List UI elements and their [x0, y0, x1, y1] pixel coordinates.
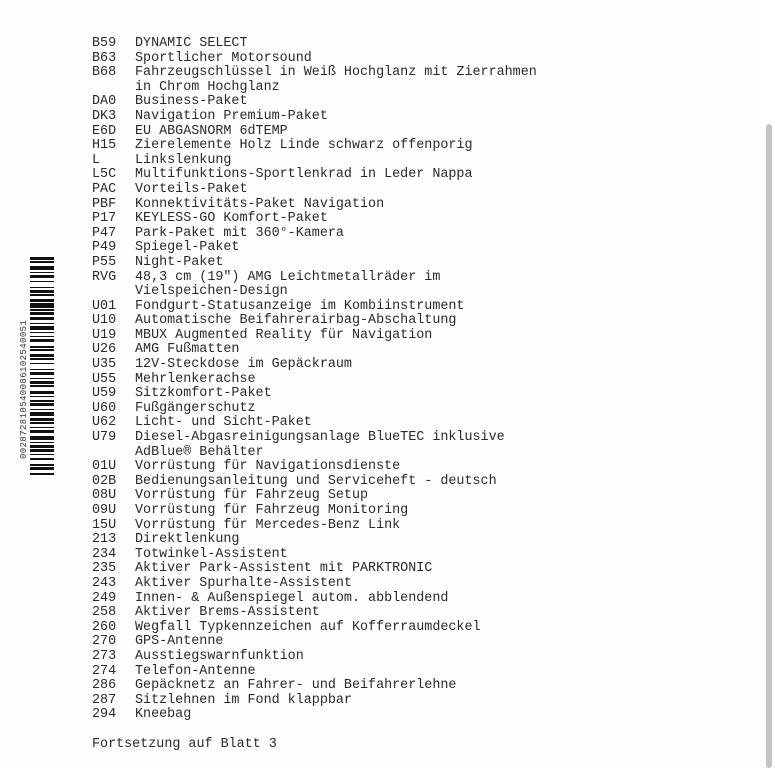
option-description	[135, 621, 752, 636]
option-code: P17	[92, 211, 117, 227]
option-code: B59	[92, 36, 117, 51]
option-code: PBF	[92, 196, 117, 212]
description-line: Telefon-Antenne	[135, 663, 256, 679]
option-description	[135, 52, 752, 67]
equipment-list	[92, 37, 752, 723]
list-item	[92, 139, 752, 154]
list-item	[92, 460, 752, 475]
list-item	[92, 489, 752, 504]
description-line: AMG Fußmatten	[135, 342, 240, 358]
description-line: DYNAMIC SELECT	[135, 36, 248, 51]
option-code: B68	[92, 65, 117, 81]
description-line: Kneebag	[135, 707, 192, 723]
option-description	[135, 271, 752, 300]
option-code: U35	[92, 357, 117, 373]
list-item	[92, 533, 752, 548]
list-item	[92, 198, 752, 213]
description-line: Aktiver Brems-Assistent	[135, 605, 320, 621]
description-line: Fahrzeugschlüssel in Weiß Hochglanz mit Zierrahmen	[135, 65, 537, 81]
option-description	[135, 110, 752, 125]
description-line: Sitzkomfort-Paket	[135, 386, 272, 402]
list-item	[92, 475, 752, 490]
option-code: U62	[92, 415, 117, 431]
description-line: 12V-Steckdose im Gepäckraum	[135, 357, 352, 373]
list-item	[92, 373, 752, 388]
description-line: Sportlicher Motorsound	[135, 50, 312, 66]
option-description	[135, 343, 752, 358]
option-description	[135, 154, 752, 169]
option-description	[135, 533, 752, 548]
description-line: EU ABGASNORM 6dTEMP	[135, 123, 288, 139]
option-code: 243	[92, 575, 117, 591]
option-code: RVG	[92, 269, 117, 285]
barcode-bar	[30, 475, 54, 476]
description-line: Vorteils-Paket	[135, 181, 248, 197]
option-code: U79	[92, 430, 117, 446]
description-line: AdBlue® Behälter	[135, 444, 264, 460]
option-code: 286	[92, 678, 117, 694]
description-line: Vorrüstung für Navigationsdienste	[135, 459, 401, 475]
option-description	[135, 665, 752, 680]
option-description	[135, 548, 752, 563]
description-line: Innen- & Außenspiegel autom. abblendend	[135, 590, 449, 606]
option-code: DA0	[92, 94, 117, 110]
option-code: 273	[92, 648, 117, 664]
option-description	[135, 95, 752, 110]
description-line: Business-Paket	[135, 94, 248, 110]
description-line: 48,3 cm (19") AMG Leichtmetallräder im	[135, 269, 441, 285]
list-item	[92, 154, 752, 169]
description-line: Direktlenkung	[135, 532, 240, 548]
list-item	[92, 300, 752, 315]
option-code: U01	[92, 298, 117, 314]
list-item	[92, 271, 752, 300]
option-description	[135, 489, 752, 504]
description-line: Totwinkel-Assistent	[135, 546, 288, 562]
list-item	[92, 256, 752, 271]
option-code: 235	[92, 561, 117, 577]
option-description	[135, 227, 752, 242]
option-code: DK3	[92, 108, 117, 124]
option-code: 09U	[92, 503, 117, 518]
description-line: Spiegel-Paket	[135, 240, 240, 256]
option-description	[135, 592, 752, 607]
list-item	[92, 168, 752, 183]
option-code: P47	[92, 225, 117, 241]
option-description	[135, 300, 752, 315]
list-item	[92, 621, 752, 636]
option-description	[135, 431, 752, 460]
option-description	[135, 577, 752, 592]
option-code: 249	[92, 590, 117, 606]
description-line: Sitzlehnen im Fond klappbar	[135, 692, 352, 708]
option-code: P55	[92, 254, 117, 270]
option-description	[135, 256, 752, 271]
description-line: Fußgängerschutz	[135, 400, 256, 416]
list-item	[92, 183, 752, 198]
list-item	[92, 402, 752, 417]
option-description	[135, 37, 752, 52]
option-code: 260	[92, 619, 117, 635]
list-item	[92, 519, 752, 534]
description-line: Aktiver Spurhalte-Assistent	[135, 575, 352, 591]
list-item	[92, 504, 752, 519]
list-item	[92, 650, 752, 665]
description-line: Vielspeichen-Design	[135, 284, 288, 300]
description-line: Vorrüstung für Fahrzeug Setup	[135, 488, 369, 504]
list-item	[92, 329, 752, 344]
list-item	[92, 212, 752, 227]
option-description	[135, 125, 752, 140]
option-code: U19	[92, 327, 117, 343]
list-item	[92, 431, 752, 460]
description-line: Aktiver Park-Assistent mit PARKTRONIC	[135, 561, 433, 577]
list-item	[92, 577, 752, 592]
list-item	[92, 708, 752, 723]
list-item	[92, 635, 752, 650]
list-item	[92, 679, 752, 694]
option-description	[135, 314, 752, 329]
option-description	[135, 212, 752, 227]
option-code: 274	[92, 663, 117, 679]
option-description	[135, 66, 752, 95]
list-item	[92, 52, 752, 67]
list-item	[92, 37, 752, 52]
option-code: U59	[92, 386, 117, 402]
list-item	[92, 66, 752, 95]
option-description	[135, 635, 752, 650]
list-item	[92, 343, 752, 358]
description-line: Vorrüstung für Mercedes-Benz Link	[135, 517, 401, 533]
option-code: L	[92, 152, 101, 168]
option-description	[135, 460, 752, 475]
option-description	[135, 650, 752, 665]
option-code: 258	[92, 605, 117, 621]
description-line: GPS-Antenne	[135, 634, 224, 650]
option-code: 294	[92, 707, 117, 723]
description-line: Konnektivitäts-Paket Navigation	[135, 196, 385, 212]
description-line: Park-Paket mit 360°-Kamera	[135, 225, 344, 241]
option-code: B63	[92, 50, 117, 66]
option-code: U26	[92, 342, 117, 358]
description-line: Night-Paket	[135, 254, 224, 270]
list-item	[92, 562, 752, 577]
description-line: KEYLESS-GO Komfort-Paket	[135, 211, 328, 227]
description-line: Ausstiegswarnfunktion	[135, 648, 304, 664]
option-description	[135, 139, 752, 154]
option-description	[135, 519, 752, 534]
option-description	[135, 504, 752, 519]
description-line: Bedienungsanleitung und Serviceheft - deutsch	[135, 473, 497, 489]
description-line: Diesel-Abgasreinigungsanlage BlueTEC inklusive	[135, 430, 505, 446]
option-description	[135, 402, 752, 417]
description-line: MBUX Augmented Reality für Navigation	[135, 327, 433, 343]
option-description	[135, 694, 752, 709]
list-item	[92, 241, 752, 256]
description-line: Fondgurt-Statusanzeige im Kombiinstrument	[135, 298, 465, 314]
description-line: Navigation Premium-Paket	[135, 108, 328, 124]
option-code: U55	[92, 371, 117, 387]
option-code: 270	[92, 634, 117, 650]
list-item	[92, 387, 752, 402]
description-line: Multifunktions-Sportlenkrad in Leder Nappa	[135, 167, 473, 183]
list-item	[92, 606, 752, 621]
list-item	[92, 694, 752, 709]
list-item	[92, 548, 752, 563]
option-code: P49	[92, 240, 117, 256]
option-description	[135, 475, 752, 490]
option-code: U60	[92, 400, 117, 416]
barcode-number: 002872810540086102540051	[19, 319, 29, 459]
description-line: Linkslenkung	[135, 152, 232, 168]
list-item	[92, 110, 752, 125]
option-description	[135, 241, 752, 256]
description-line: Wegfall Typkennzeichen auf Kofferraumdeckel	[135, 619, 481, 635]
option-description	[135, 679, 752, 694]
description-line: Zierelemente Holz Linde schwarz offenporig	[135, 138, 473, 154]
scrollbar[interactable]	[761, 0, 775, 768]
description-line: Vorrüstung für Fahrzeug Monitoring	[135, 503, 409, 518]
option-code: 08U	[92, 488, 117, 504]
list-item	[92, 416, 752, 431]
list-item	[92, 227, 752, 242]
option-description	[135, 198, 752, 213]
description-line: Automatische Beifahrerairbag-Abschaltung	[135, 313, 457, 329]
option-description	[135, 708, 752, 723]
option-code: H15	[92, 138, 117, 154]
option-code: 213	[92, 532, 117, 548]
scrollbar-thumb[interactable]	[766, 124, 772, 768]
list-item	[92, 314, 752, 329]
option-code: L5C	[92, 167, 117, 183]
option-description	[135, 606, 752, 621]
option-description	[135, 329, 752, 344]
option-code: U10	[92, 313, 117, 329]
list-item	[92, 125, 752, 140]
description-line: Gepäcknetz an Fahrer- und Beifahrerlehne	[135, 678, 457, 694]
option-code: 287	[92, 692, 117, 708]
option-description	[135, 373, 752, 388]
option-description	[135, 387, 752, 402]
description-line: Mehrlenkerachse	[135, 371, 256, 387]
list-item	[92, 665, 752, 680]
option-code: PAC	[92, 181, 117, 197]
list-item	[92, 592, 752, 607]
option-description	[135, 168, 752, 183]
option-description	[135, 562, 752, 577]
description-line: Licht- und Sicht-Paket	[135, 415, 312, 431]
continuation-note: Fortsetzung auf Blatt 3	[92, 737, 277, 752]
barcode	[30, 257, 54, 477]
option-description	[135, 358, 752, 373]
option-description	[135, 183, 752, 198]
description-line: in Chrom Hochglanz	[135, 79, 280, 95]
option-code: 01U	[92, 459, 117, 475]
list-item	[92, 358, 752, 373]
option-description	[135, 416, 752, 431]
list-item	[92, 95, 752, 110]
option-code: E6D	[92, 123, 117, 139]
option-code: 02B	[92, 473, 117, 489]
option-code: 234	[92, 546, 117, 562]
option-code: 15U	[92, 517, 117, 533]
